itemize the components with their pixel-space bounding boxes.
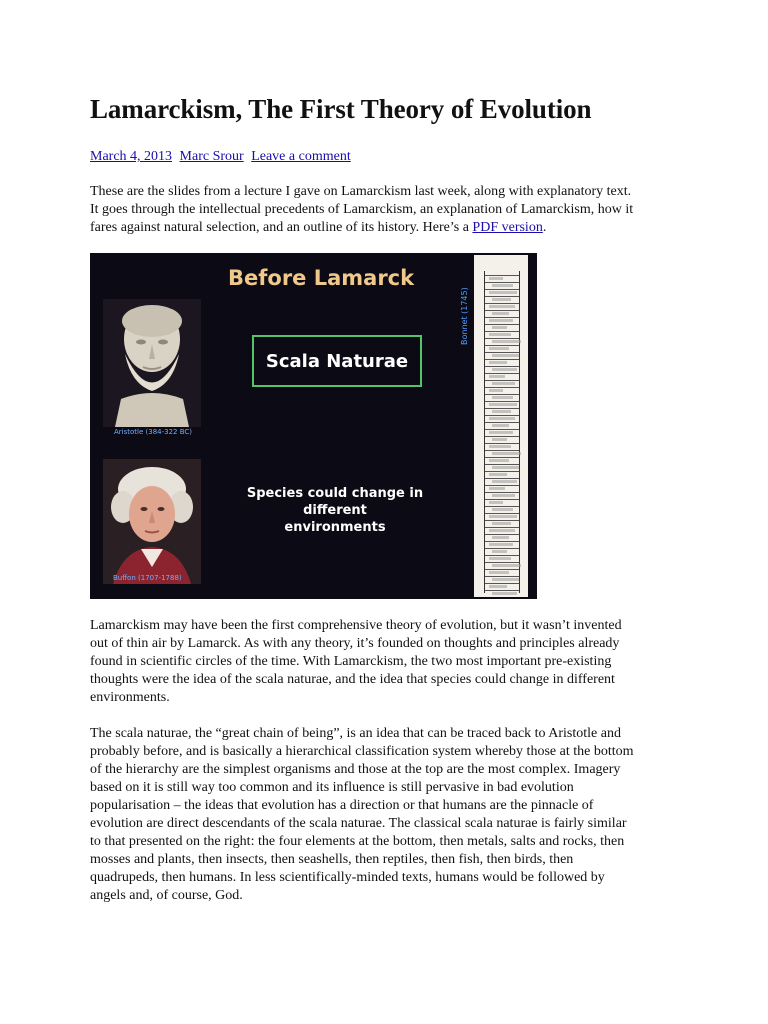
ladder-rung-label [489,277,503,280]
ladder-rung-label [492,564,521,567]
paragraph-line: probably before, and is basically a hierarchical classification system whereby those at the bottom [90,744,634,759]
paragraph-line: based on it is still way too common and its influence is still pervasive in bad evolution [90,780,574,795]
ladder-rung-label [489,501,503,504]
ladder-rung-label [492,312,509,315]
ladder-rung [485,366,519,367]
species-text-line: Species could change in different [246,486,424,518]
ladder-rung-label [492,508,513,511]
bonnet-label: Bonnet (1745) [460,287,469,345]
ladder-rung [485,443,519,444]
scala-naturae-box: Scala Naturae [252,335,422,387]
ladder-rung-label [489,291,517,294]
ladder-rung [485,373,519,374]
ladder-rung-label [492,368,517,371]
ladder-column [484,271,520,593]
ladder-rung [485,450,519,451]
paragraph-line: of the hierarchy are the simplest organisms and those at the top are the most complex. Imagery [90,762,621,777]
ladder-rung [485,499,519,500]
ladder-rung [485,555,519,556]
ladder-rung-label [489,515,517,518]
ladder-rung [485,289,519,290]
buffon-caption: Buffon (1707-1788) [113,574,182,582]
paragraph-precedents [90,617,690,707]
intro-line: These are the slides from a lecture I gave on Lamarckism last week, along with explanatory text. [90,184,632,199]
ladder-rung [485,415,519,416]
ladder-rung [485,576,519,577]
author-link[interactable]: Marc Srour [179,149,244,164]
paragraph-line: out of thin air by Lamarck. As with any theory, it’s founded on thoughts and principles already [90,636,620,651]
ladder-rung-label [492,326,507,329]
ladder-rung [485,527,519,528]
article-title: Lamarckism, The First Theory of Evolution [90,94,592,124]
ladder-rung [485,324,519,325]
ladder-rung-label [489,333,511,336]
ladder-rung [485,296,519,297]
ladder-rung [485,471,519,472]
ladder-rung-label [489,473,507,476]
pdf-version-link[interactable]: PDF version [472,220,543,235]
ladder-rung [485,275,519,276]
ladder-rung-label [492,578,519,581]
ladder-rung [485,387,519,388]
ladder-rung-label [492,536,509,539]
paragraph-line: evolution are direct descendants of the scala naturae. The classical scala naturae is fairly similar [90,816,627,831]
ladder-rung-label [489,389,503,392]
ladder-rung [485,520,519,521]
ladder-rung-label [489,571,509,574]
ladder-rung [485,359,519,360]
ladder-rung [485,492,519,493]
paragraph-line: thoughts were the idea of the scala naturae, and the idea that species could change in different [90,672,615,687]
paragraph-scala-naturae [90,725,690,905]
ladder-rung-label [489,319,513,322]
slide-title: Before Lamarck [228,266,415,290]
ladder-rung-label [489,361,507,364]
post-meta [90,149,355,165]
intro-line: It goes through the intellectual precedents of Lamarckism, an explanation of Lamarckism, how it [90,202,634,217]
ladder-rung [485,380,519,381]
ladder-rung-label [492,480,517,483]
ladder-rung [485,513,519,514]
ladder-rung [485,408,519,409]
ladder-rung [485,436,519,437]
ladder-rung-label [489,305,515,308]
intro-paragraph [90,183,690,237]
ladder-rung [485,541,519,542]
ladder-rung [485,562,519,563]
ladder-rung [485,506,519,507]
ladder-rung-label [492,466,519,469]
paragraph-line: mosses and plants, then insects, then seashells, then reptiles, then fish, then birds, then [90,852,574,867]
ladder-rung-label [489,529,515,532]
ladder-rung [485,534,519,535]
ladder-rung-label [489,445,511,448]
ladder-rung [485,401,519,402]
ladder-rung-label [492,452,521,455]
ladder-rung-label [492,424,509,427]
ladder-rung [485,394,519,395]
paragraph-line: The scala naturae, the “great chain of being”, is an idea that can be traced back to Aristotle and [90,726,621,741]
ladder-rung-label [489,347,509,350]
ladder-rung [485,422,519,423]
ladder-rung [485,303,519,304]
ladder-rung-label [492,592,517,595]
lecture-slide-image [90,253,537,599]
ladder-rung [485,583,519,584]
ladder-rung-label [489,585,507,588]
paragraph-line: Lamarckism may have been the first comprehensive theory of evolution, but it wasn’t invented [90,618,622,633]
leave-comment-link[interactable]: Leave a comment [251,149,351,164]
scala-naturae-ladder-figure [474,255,528,597]
ladder-rung-label [492,410,511,413]
intro-line [90,219,690,237]
ladder-rung-label [489,403,517,406]
ladder-rung [485,331,519,332]
ladder-rung [485,464,519,465]
paragraph-line: to that presented on the right: the four elements at the bottom, then metals, salts and rocks, then [90,834,625,849]
paragraph-line: quadrupeds, then humans. In less scientifically-minded texts, humans would be followed by [90,870,605,885]
ladder-rung-label [489,417,515,420]
ladder-rung [485,429,519,430]
ladder-rung-label [492,284,513,287]
ladder-rung-label [492,382,515,385]
intro-line-end: . [542,220,547,235]
ladder-rung [485,485,519,486]
paragraph-line: angels and, of course, God. [90,888,243,903]
ladder-rung-label [492,494,515,497]
ladder-rung-label [492,550,507,553]
ladder-rung [485,548,519,549]
aristotle-caption: Aristotle (384-322 BC) [114,428,193,436]
aristotle-portrait [103,299,201,427]
paragraph-line: environments. [90,690,170,705]
ladder-rung-label [492,438,507,441]
paragraph-line: found in scientific circles of the time. With Lamarckism, the two most important pre-existing [90,654,612,669]
ladder-rung-label [489,375,505,378]
ladder-rung-label [489,487,505,490]
species-change-text [215,485,455,536]
aristotle-bust-icon [103,299,201,427]
ladder-rung-label [492,354,519,357]
species-text-line: environments [284,520,386,535]
ladder-rung-label [489,431,513,434]
ladder-rung [485,282,519,283]
paragraph-line: popularisation – the ideas that evolution has a direction or that humans are the pinnacle of [90,798,594,813]
ladder-rung-label [492,522,511,525]
ladder-rung-label [492,396,513,399]
ladder-rung-label [489,459,509,462]
buffon-portrait-icon [103,459,201,584]
ladder-rung [485,457,519,458]
ladder-rung [485,310,519,311]
ladder-rung [485,590,519,591]
ladder-rung [485,345,519,346]
ladder-rung-label [489,543,513,546]
ladder-rung-label [492,298,511,301]
post-date-link[interactable]: March 4, 2013 [90,149,173,164]
ladder-header-decoration [474,255,528,269]
ladder-rung-label [489,557,511,560]
ladder-rung [485,317,519,318]
ladder-rung [485,569,519,570]
intro-line-text: fares against natural selection, and an outline of its history. Here’s a [90,220,473,235]
ladder-rung-label [492,340,521,343]
ladder-rung [485,352,519,353]
ladder-rung [485,338,519,339]
buffon-portrait [103,459,201,584]
ladder-rung [485,478,519,479]
